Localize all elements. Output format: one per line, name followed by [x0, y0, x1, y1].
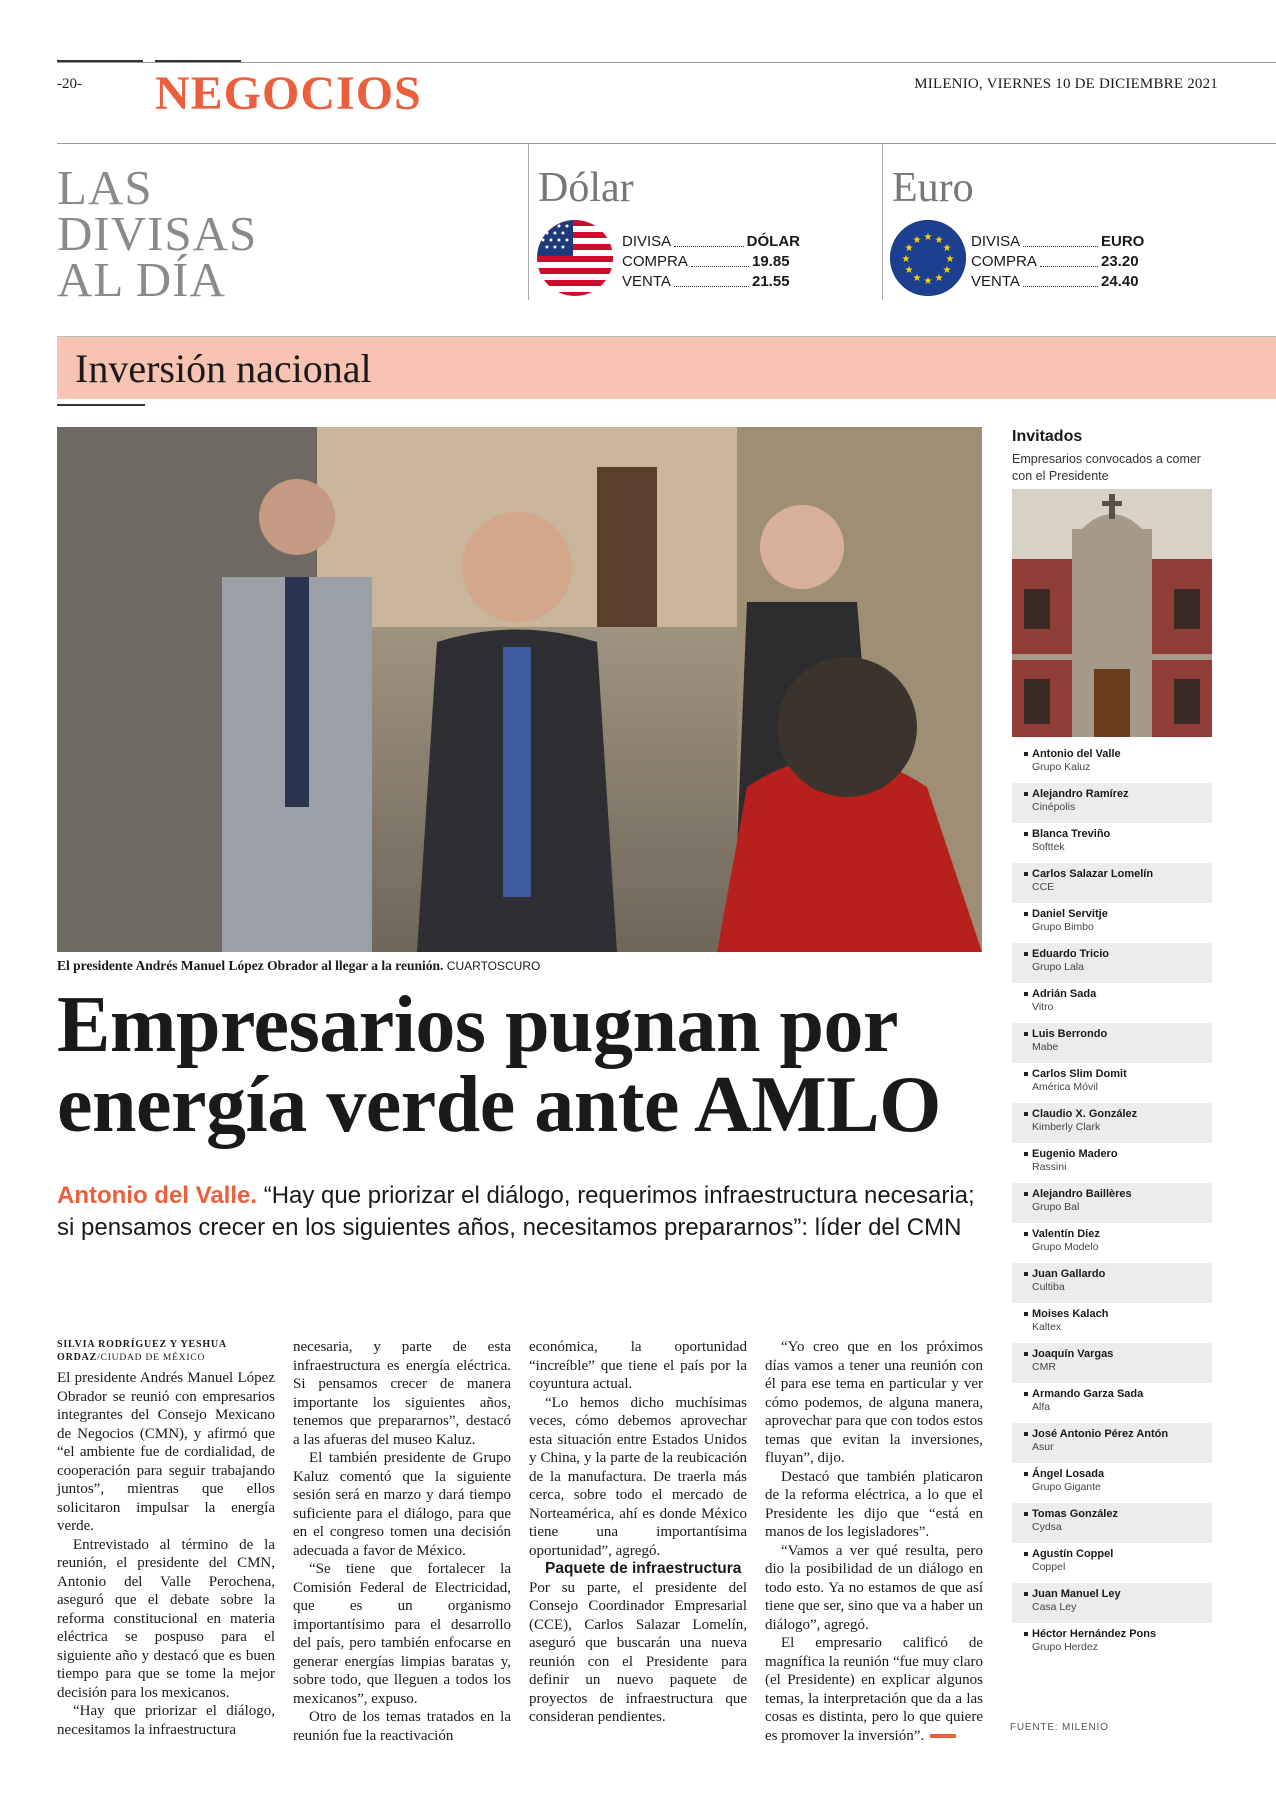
guest-company: Kimberly Clark [1032, 1121, 1101, 1133]
list-item [1012, 1183, 1212, 1223]
rate-value: 24.40 [1101, 273, 1139, 290]
photo-credit: CUARTOSCURO [446, 959, 541, 973]
list-item [1012, 863, 1212, 903]
paragraph: “Hay que priorizar el diálogo, necesitamos la infraestructura [57, 1703, 275, 1738]
photo-caption [57, 958, 540, 974]
sidebar-subtitle: Empresarios convocados a comer con el Presidente [1012, 452, 1201, 483]
guest-company: América Móvil [1032, 1081, 1098, 1093]
rate-row [971, 272, 1149, 292]
guest-name: Eugenio Madero [1032, 1148, 1212, 1160]
paragraph: “Lo hemos dicho muchísimas veces, cómo debemos aprovechar esta situación entre Estados Unidos y China, y la parte de la reubicación de la manufactura. De traerla más cerca, sobre todo el mercado de Norteamérica, ahí es donde México tiene una importantísima oportunidad”, agregó. [529, 1394, 747, 1559]
guest-name: Alejandro Baillères [1032, 1188, 1212, 1200]
paragraph: “Se tiene que fortalecer la Comisión Federal de Electricidad, que es un organismo importantísimo para el desarrollo del país, pero también enfocarse en generar energías limpias baratas y, sobre todo, que lleguen a todos los mexicanos”, expuso. [293, 1561, 511, 1707]
svg-text:★: ★ [901, 254, 911, 265]
paragraph: necesaria, y parte de esta infraestructura es energía eléctrica. Si pensamos crecer de manera importante los siguientes años, tenemos que prepararnos”, destacó a las afueras del museo Kaluz. [293, 1339, 511, 1448]
rate-value: EURO [1101, 233, 1145, 250]
leader-dots [1023, 272, 1098, 287]
leader-dots [674, 232, 743, 247]
page-number: -20- [57, 76, 82, 92]
svg-text:★: ★ [942, 265, 952, 276]
end-mark [930, 1734, 956, 1738]
guest-name: Alejandro Ramírez [1032, 788, 1212, 800]
guest-company: Asur [1032, 1441, 1054, 1453]
guest-company: Grupo Herdez [1032, 1641, 1098, 1653]
paragraph: Otro de los temas tratados en la reunión fue la reactivación [293, 1709, 511, 1744]
guest-company: Kaltex [1032, 1321, 1062, 1333]
leader-dots [1040, 252, 1098, 267]
euro-rates [971, 232, 1149, 292]
building-photo [1012, 489, 1212, 737]
guest-company: Softtek [1032, 841, 1065, 853]
guest-name: Armando Garza Sada [1032, 1388, 1212, 1400]
source-note: FUENTE: MILENIO [1010, 1722, 1109, 1733]
list-item [1012, 1543, 1212, 1583]
svg-text:★: ★ [934, 235, 944, 246]
rate-label: VENTA [622, 273, 671, 290]
svg-text:★: ★ [912, 235, 922, 246]
paragraph: económica, la oportunidad “increíble” que tiene el país por la coyuntura actual. [529, 1339, 747, 1392]
svg-text:★: ★ [904, 265, 914, 276]
subhead: Paquete de infraestructura [545, 1560, 742, 1577]
dek [57, 1180, 987, 1244]
list-item [1012, 943, 1212, 983]
guest-name: Agustín Coppel [1032, 1548, 1212, 1560]
svg-text:★: ★ [923, 276, 933, 287]
headline [57, 981, 987, 1149]
guest-company: Cinépolis [1032, 801, 1076, 813]
header-thin-rule [57, 62, 1276, 63]
rate-row [622, 272, 800, 292]
euro-title: Euro [892, 165, 974, 211]
leader-dots [691, 252, 749, 267]
paragraph: Entrevistado al término de la reunión, el presidente del CMN, Antonio del Valle Perochena, aseguró que el debate sobre la reforma constitucional en materia eléctrica se pospuso para el siguiente año y destacó que es buen tiempo para que se tome la mejor decisión para los mexicanos. [57, 1536, 275, 1701]
paragraph: “Vamos a ver qué resulta, pero dio la posibilidad de un diálogo en todo esto. Ya no estamos de que así tiene que ser, sino que va a haber un diálogo”, agregó. [765, 1542, 983, 1633]
svg-text:★: ★ [934, 273, 944, 284]
paragraph-text: El empresario calificó de magnífica la reunión “fue muy claro (el Presidente) en explicar algunos temas, la interpretación que da a las cosas es distinta, pero lo que quiere es promover la inversión”. [765, 1635, 983, 1744]
list-item [1012, 783, 1212, 823]
guest-name: Blanca Treviño [1032, 828, 1212, 840]
guest-company: CMR [1032, 1361, 1056, 1373]
divider [882, 143, 883, 300]
paragraph [765, 1634, 983, 1745]
rate-value: 21.55 [752, 273, 790, 290]
guest-name: Carlos Slim Domit [1032, 1068, 1212, 1080]
banner-underline [57, 404, 145, 406]
leader-dots [1023, 232, 1098, 247]
rate-row [971, 232, 1149, 252]
section-banner [57, 336, 1276, 399]
guest-name: Claudio X. González [1032, 1108, 1212, 1120]
guest-name: Valentín Díez [1032, 1228, 1212, 1240]
list-item [1012, 1423, 1212, 1463]
dateline: MILENIO, VIERNES 10 DE DICIEMBRE 2021 [914, 76, 1218, 92]
guest-company: Grupo Modelo [1032, 1241, 1099, 1253]
article-column-4 [765, 1338, 983, 1745]
guest-company: Vitro [1032, 1001, 1054, 1013]
sidebar-title: Invitados [1012, 428, 1083, 445]
guest-company: Rassini [1032, 1161, 1067, 1173]
guest-company: Grupo Kaluz [1032, 761, 1091, 773]
rate-value: DÓLAR [746, 233, 800, 250]
leader-dots [674, 272, 749, 287]
guest-company: CCE [1032, 881, 1055, 893]
list-item [1012, 1263, 1212, 1303]
paragraph: El también presidente de Grupo Kaluz comentó que la siguiente sesión será en marzo y dará tiempo suficiente para el diálogo, para que en el congreso tomen una decisión adecuada a favor de México. [293, 1450, 511, 1559]
dolar-rates [622, 232, 800, 292]
paragraph: “Yo creo que en los próximos días vamos a tener una reunión con él para ese tema en particular y ver cómo podemos, de alguna manera, aprovechar para que con todos estos temas que evitan la inversiones, fluyan”, dijo. [765, 1339, 983, 1466]
eu-flag-icon [890, 220, 966, 296]
rate-row [622, 232, 800, 252]
guest-company: Grupo Bal [1032, 1201, 1080, 1213]
list-item [1012, 1103, 1212, 1143]
guest-name: Adrián Sada [1032, 988, 1212, 1000]
rate-value: 19.85 [752, 253, 790, 270]
us-flag-icon [537, 220, 613, 296]
list-item [1012, 1143, 1212, 1183]
list-item [1012, 743, 1212, 783]
rate-label: COMPRA [971, 253, 1037, 270]
guest-company: Coppel [1032, 1561, 1066, 1573]
list-item [1012, 1303, 1212, 1343]
guest-company: Cydsa [1032, 1521, 1062, 1533]
list-item [1012, 1343, 1212, 1383]
rate-label: COMPRA [622, 253, 688, 270]
guest-name: Daniel Servitje [1032, 908, 1212, 920]
article-column-1 [57, 1338, 275, 1739]
guest-name: Héctor Hernández Pons [1032, 1628, 1212, 1640]
list-item [1012, 1503, 1212, 1543]
list-item [1012, 1063, 1212, 1103]
svg-text:★: ★ [942, 243, 952, 254]
byline-city: /CIUDAD DE MÉXICO [97, 1353, 206, 1363]
guest-name: José Antonio Pérez Antón [1032, 1428, 1212, 1440]
guest-name: Tomas González [1032, 1508, 1212, 1520]
rate-value: 23.20 [1101, 253, 1139, 270]
paragraph: Destacó que también platicaron de la reforma eléctrica, a lo que el Presidente les dijo que “está en manos de los legisladores”. [765, 1468, 983, 1540]
guest-company: Grupo Lala [1032, 961, 1084, 973]
rate-label: DIVISA [971, 233, 1021, 250]
header-bottom-rule [57, 143, 1276, 144]
caption-text: El presidente Andrés Manuel López Obrador al llegar a la reunión. [57, 958, 444, 973]
guest-company: Grupo Gigante [1032, 1481, 1101, 1493]
headline-line: energía verde ante AMLO [57, 1061, 941, 1149]
list-item [1012, 1023, 1212, 1063]
guest-name: Ángel Losada [1032, 1468, 1212, 1480]
guest-company: Alfa [1032, 1401, 1051, 1413]
divisas-title-line: DIVISAS [57, 206, 258, 261]
guest-company: Mabe [1032, 1041, 1059, 1053]
section-title: NEGOCIOS [155, 67, 422, 120]
divider [528, 143, 529, 300]
byline-authors: SILVIA RODRÍGUEZ Y YESHUA ORDAZ [57, 1339, 227, 1363]
svg-text:★: ★ [912, 273, 922, 284]
svg-text:★: ★ [904, 243, 914, 254]
guest-name: Luis Berrondo [1032, 1028, 1212, 1040]
banner-title: Inversión nacional [75, 346, 372, 391]
list-item [1012, 1223, 1212, 1263]
dek-lead: Antonio del Valle. [57, 1182, 258, 1209]
guest-name: Moises Kalach [1032, 1308, 1212, 1320]
guest-name: Juan Gallardo [1032, 1268, 1212, 1280]
list-item [1012, 983, 1212, 1023]
divisas-title [57, 160, 258, 307]
guest-company: Casa Ley [1032, 1601, 1077, 1613]
list-item [1012, 1623, 1212, 1663]
guest-list [1012, 743, 1212, 1663]
main-photo [57, 427, 982, 952]
list-item [1012, 1463, 1212, 1503]
list-item [1012, 823, 1212, 863]
guest-name: Antonio del Valle [1032, 748, 1212, 760]
rate-row [622, 252, 800, 272]
dek-text: “Hay que priorizar el diálogo, requerimos infraestructura necesaria; si pensamos crecer en los siguientes años, necesitamos prepararnos”: líder del CMN [57, 1182, 975, 1241]
paragraph: Por su parte, el presidente del Consejo Coordinador Empresarial (CCE), Carlos Salazar Lomelín, aseguró que buscarán una nueva reunión con el Presidente para definir un nuevo paquete de proyectos de infraestructura que consideran pendientes. [529, 1579, 747, 1725]
rate-label: VENTA [971, 273, 1020, 290]
article-column-3 [529, 1338, 747, 1727]
guest-name: Carlos Salazar Lomelín [1032, 868, 1212, 880]
article-column-2 [293, 1338, 511, 1745]
guest-name: Joaquín Vargas [1032, 1348, 1212, 1360]
guest-name: Eduardo Tricio [1032, 948, 1212, 960]
divisas-title-line: AL DÍA [57, 252, 226, 307]
byline [57, 1338, 275, 1365]
svg-text:★: ★ [923, 232, 933, 243]
dolar-title: Dólar [538, 165, 634, 211]
guest-company: Cultiba [1032, 1281, 1065, 1293]
rate-label: DIVISA [622, 233, 672, 250]
rate-row [971, 252, 1149, 272]
list-item [1012, 903, 1212, 943]
svg-text:★: ★ [945, 254, 955, 265]
divisas-title-line: LAS [57, 160, 153, 215]
list-item [1012, 1583, 1212, 1623]
headline-line: Empresarios pugnan por [57, 981, 899, 1069]
guest-company: Grupo Bimbo [1032, 921, 1094, 933]
guest-name: Juan Manuel Ley [1032, 1588, 1212, 1600]
paragraph: El presidente Andrés Manuel López Obrador se reunió con empresarios integrantes del Consejo Mexicano de Negocios (CMN), y afirmó que “el ambiente fue de cordialidad, de cooperación para seguir trabajando juntos”, mientras que ellos solicitaron impulsar la energía verde. [57, 1370, 275, 1534]
list-item [1012, 1383, 1212, 1423]
